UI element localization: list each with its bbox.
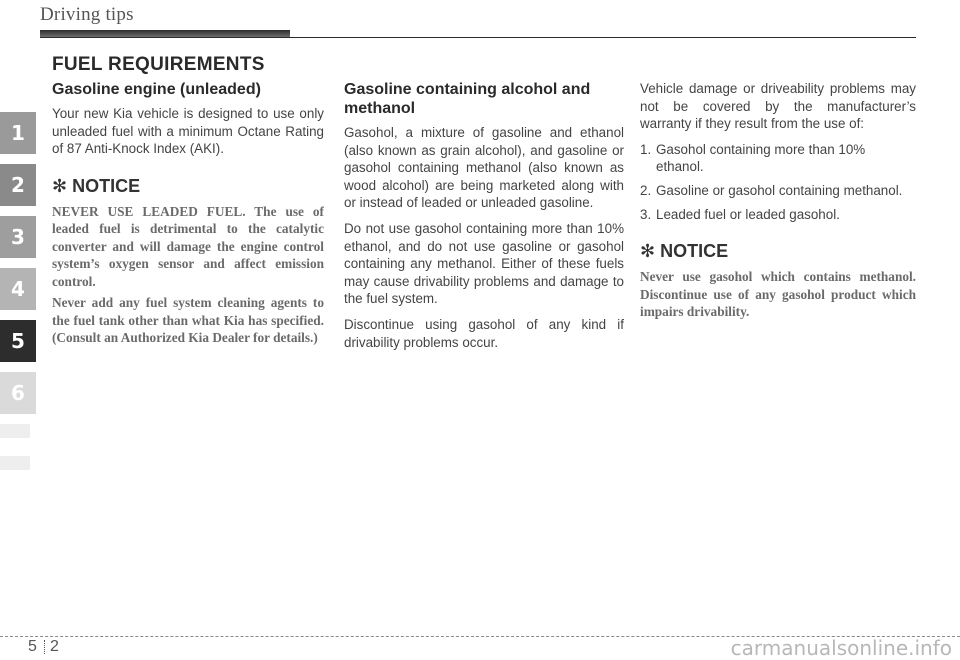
body-paragraph: Your new Kia vehicle is designed to use only unleaded fuel with a minimum Octane Rating of 87 Anti-Knock Index (AKI). [52, 106, 324, 157]
list-text: Gasoline or gasohol containing methanol. [656, 182, 903, 198]
page-number: 2 [50, 638, 59, 655]
notice-text: Never use gasohol which contains methanol. Discontinue use of any gasohol product which impairs drivability. [640, 269, 916, 320]
list-number: 2. [640, 182, 652, 198]
list-item [640, 206, 916, 224]
chapter-tab-1[interactable]: 1 [0, 112, 36, 154]
asterisk-icon: ✻ [52, 175, 68, 196]
tab-placeholder [0, 456, 30, 470]
notice-title: NOTICE [660, 241, 729, 262]
header-bar [40, 30, 290, 37]
watermark: carmanualsonline.info [730, 636, 952, 660]
body-paragraph: Vehicle damage or driveability problems may not be covered by the manufacturer’s warranty if they result from the use of: [640, 81, 916, 132]
column-middle [344, 80, 624, 359]
notice-title: NOTICE [72, 175, 141, 196]
column-right [640, 80, 916, 325]
chapter-number: 5 [28, 638, 37, 655]
list-item [640, 182, 916, 200]
page-separator [44, 640, 46, 654]
subsection-heading: Gasoline engine (unleaded) [52, 81, 261, 98]
body-paragraph: Gasohol, a mixture of gasoline and ethanol (also known as grain alcohol), and gasoline or gasohol containing methanol (also known as wood alcohol) are being marketed along with or instead of leaded or unleaded gasoline. [344, 125, 624, 211]
tab-placeholder [0, 424, 30, 438]
chapter-tab-4[interactable]: 4 [0, 268, 36, 310]
chapter-tabs [0, 112, 36, 488]
header-rule [40, 37, 916, 38]
notice-heading [52, 176, 324, 197]
list-number: 1. [640, 141, 652, 157]
section-title: FUEL REQUIREMENTS [52, 54, 265, 75]
column-left [52, 54, 324, 351]
list-number: 3. [640, 206, 652, 222]
chapter-tab-3[interactable]: 3 [0, 216, 36, 258]
list-text: Leaded fuel or leaded gasohol. [656, 206, 840, 222]
notice-heading [640, 241, 916, 262]
body-paragraph: Do not use gasohol containing more than 10% ethanol, and do not use gasoline or gasohol containing any methanol. Either of these fuels may cause drivability problems and damage to the fuel system. [344, 220, 624, 307]
subsection-heading: Gasoline containing alcohol and methanol [344, 81, 591, 117]
page-header-title: Driving tips [40, 4, 134, 25]
chapter-tab-2[interactable]: 2 [0, 164, 36, 206]
list-item [640, 141, 916, 176]
body-paragraph: Discontinue using gasohol of any kind if drivability problems occur. [344, 316, 624, 350]
chapter-tab-6[interactable]: 6 [0, 372, 36, 414]
asterisk-icon: ✻ [640, 241, 656, 262]
list-text: Gasohol containing more than 10% ethanol. [656, 141, 866, 175]
chapter-tab-5[interactable]: 5 [0, 320, 36, 362]
notice-text: Never add any fuel system cleaning agents to the fuel tank other than what Kia has specified. (Consult an Authorized Kia Dealer for details.) [52, 295, 324, 346]
notice-text: NEVER USE LEADED FUEL. The use of leaded fuel is detrimental to the catalytic converter and will damage the engine control system’s oxygen sensor and affect emission control. [52, 203, 324, 289]
